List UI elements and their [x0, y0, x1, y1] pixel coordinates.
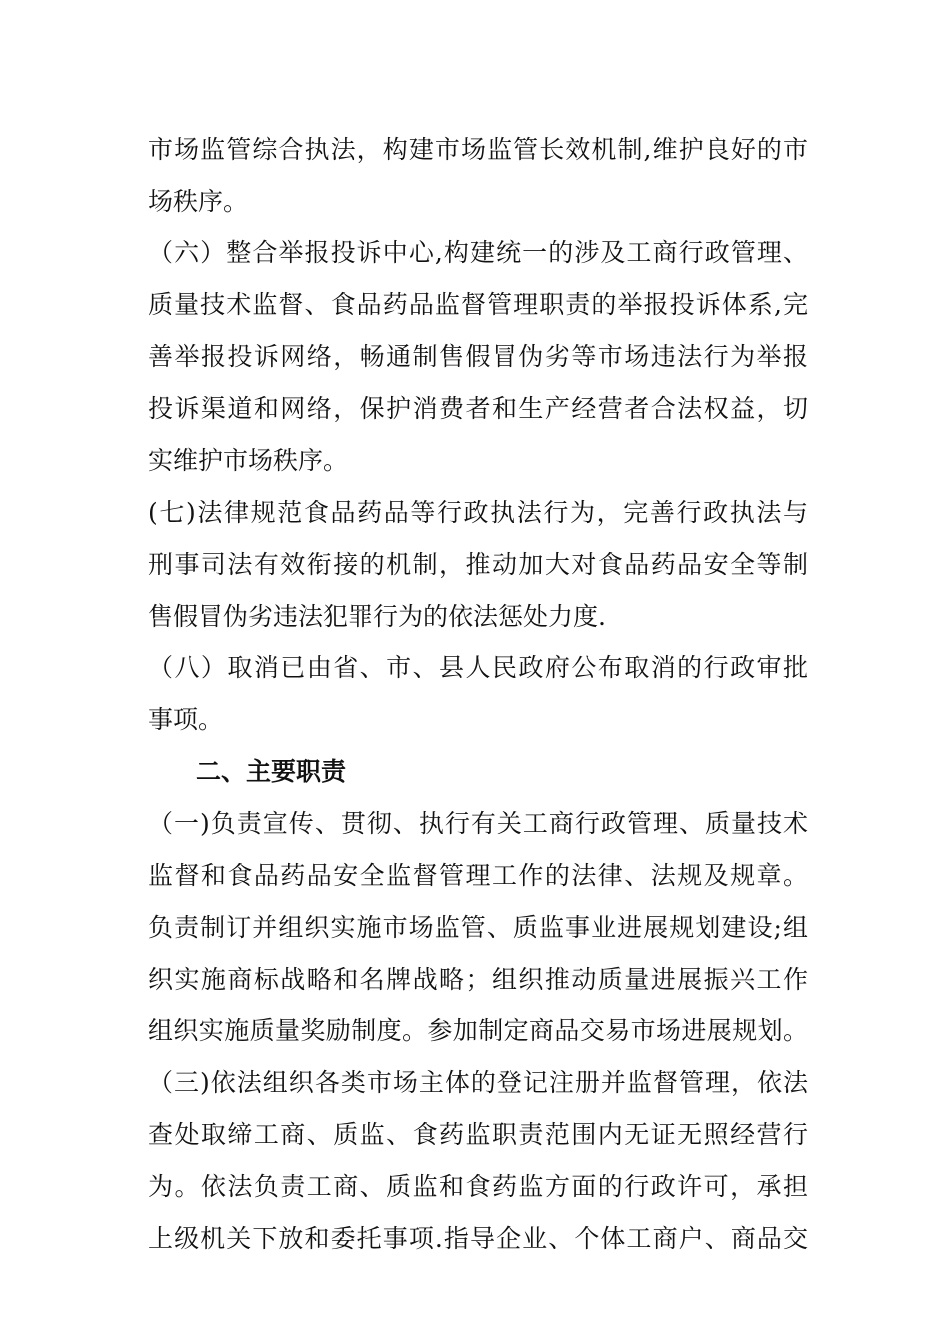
text-line: 市场监管综合执法，构建市场监管长效机制,维护良好的市: [148, 135, 808, 164]
text-line: （八）取消已由省、市、县人民政府公布取消的行政审批: [148, 653, 808, 682]
text-line: 善举报投诉网络，畅通制售假冒伪劣等市场违法行为举报: [148, 342, 808, 371]
text-line: 监督和食品药品安全监督管理工作的法律、法规及规章。: [148, 861, 808, 890]
text-line: 组织实施质量奖励制度。参加制定商品交易市场进展规划。: [148, 1016, 808, 1045]
section-heading: 二、主要职责: [196, 757, 347, 786]
text-line: 查处取缔工商、质监、食药监职责范围内无证无照经营行: [148, 1120, 808, 1149]
text-line: 负责制订并组织实施市场监管、质监事业进展规划建设;组: [148, 913, 808, 942]
text-line: 投诉渠道和网络，保护消费者和生产经营者合法权益，切: [148, 394, 808, 423]
text-line: 织实施商标战略和名牌战略；组织推动质量进展振兴工作: [148, 965, 808, 994]
text-line: （一)负责宣传、贯彻、执行有关工商行政管理、质量技术: [148, 809, 808, 838]
text-line: 实维护市场秩序。: [148, 446, 349, 475]
text-line: (七)法律规范食品药品等行政执法行为，完善行政执法与: [148, 498, 808, 527]
text-line: 刑事司法有效衔接的机制，推动加大对食品药品安全等制: [148, 550, 808, 579]
text-line: 场秩序。: [148, 187, 249, 216]
text-line: 售假冒伪劣违法犯罪行为的依法惩处力度.: [148, 602, 606, 631]
text-line: （六）整合举报投诉中心,构建统一的涉及工商行政管理、: [148, 238, 808, 267]
text-line: （三)依法组织各类市场主体的登记注册并监督管理，依法: [148, 1068, 808, 1097]
text-line: 为。依法负责工商、质监和食药监方面的行政许可，承担: [148, 1172, 808, 1201]
text-line: 上级机关下放和委托事项.指导企业、个体工商户、商品交: [148, 1224, 808, 1253]
text-line: 事项。: [148, 705, 224, 734]
text-line: 质量技术监督、食品药品监督管理职责的举报投诉体系,完: [148, 290, 808, 319]
